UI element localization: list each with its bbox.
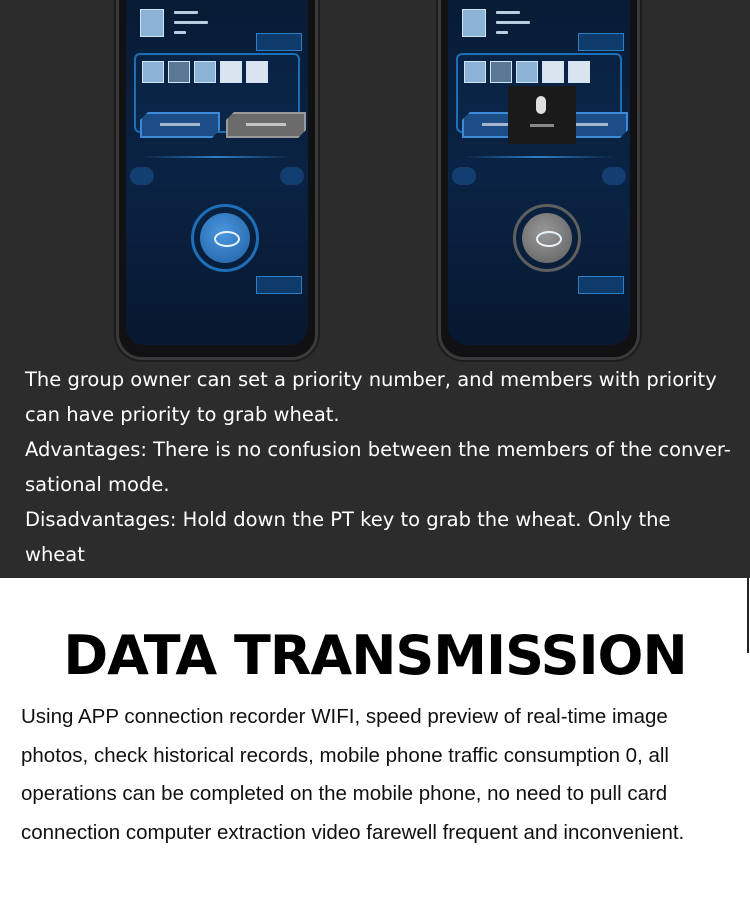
group-info-line (496, 21, 530, 24)
release-mic-button[interactable] (226, 112, 306, 138)
member-avatar[interactable] (194, 61, 216, 83)
member-avatar[interactable] (246, 61, 268, 83)
ptt-icon (214, 231, 240, 247)
speaking-status-line (530, 124, 554, 127)
member-avatar[interactable] (168, 61, 190, 83)
intercom-app-screen (126, 0, 308, 345)
group-settings-button[interactable] (578, 33, 624, 51)
description-line: Disadvantages: Hold down the PT key to grab the wheat. Only the wheat (25, 508, 671, 566)
description-line: Advantages: There is no confusion between the members of the conver- (25, 438, 731, 461)
audio-waveform (464, 156, 614, 158)
record-button[interactable] (578, 276, 624, 294)
description-line: can have priority to grab wheat. (25, 403, 340, 426)
description-line: can be successfully spoken. (25, 578, 297, 601)
body-line: Using APP connection recorder WIFI, speed preview of real-time image (21, 705, 668, 728)
grab-mic-button[interactable] (140, 112, 220, 138)
phone-left (116, 0, 318, 360)
group-info-line (174, 31, 186, 34)
body-line: connection computer extraction video farewell frequent and inconvenient. (21, 820, 685, 844)
speaking-overlay (508, 86, 576, 144)
microphone-icon (536, 96, 546, 114)
ptt-core (200, 213, 250, 263)
member-avatar[interactable] (142, 61, 164, 83)
member-avatar[interactable] (464, 61, 486, 83)
member-avatar[interactable] (542, 61, 564, 83)
ptt-button[interactable] (513, 204, 581, 272)
group-avatar (140, 9, 164, 37)
group-settings-button[interactable] (256, 33, 302, 51)
ptt-core (522, 213, 572, 263)
description-line: The group owner can set a priority number, and members with priority (25, 368, 717, 391)
group-avatar (462, 9, 486, 37)
section-body (21, 698, 741, 852)
ptt-button[interactable] (191, 204, 259, 272)
group-info-line (174, 11, 198, 14)
record-button[interactable] (256, 276, 302, 294)
description-line: sational mode. (25, 473, 170, 496)
speaker-volume-icon[interactable] (602, 167, 626, 185)
priority-description (25, 362, 735, 607)
group-info-line (496, 31, 508, 34)
group-info-line (496, 11, 520, 14)
body-line: photos, check historical records, mobile phone traffic consumption 0, all (21, 743, 669, 767)
audio-waveform (142, 156, 292, 158)
section-title: DATA TRANSMISSION (63, 624, 687, 687)
member-avatar[interactable] (220, 61, 242, 83)
intercom-app-screen (448, 0, 630, 345)
group-info-line (174, 21, 208, 24)
member-avatar[interactable] (516, 61, 538, 83)
ptt-icon (536, 231, 562, 247)
member-avatar[interactable] (490, 61, 512, 83)
phone-right (438, 0, 640, 360)
speaker-volume-icon[interactable] (280, 167, 304, 185)
member-avatar[interactable] (568, 61, 590, 83)
body-line: operations can be completed on the mobile phone, no need to pull card (21, 782, 668, 805)
mic-volume-icon[interactable] (452, 167, 476, 185)
mic-volume-icon[interactable] (130, 167, 154, 185)
